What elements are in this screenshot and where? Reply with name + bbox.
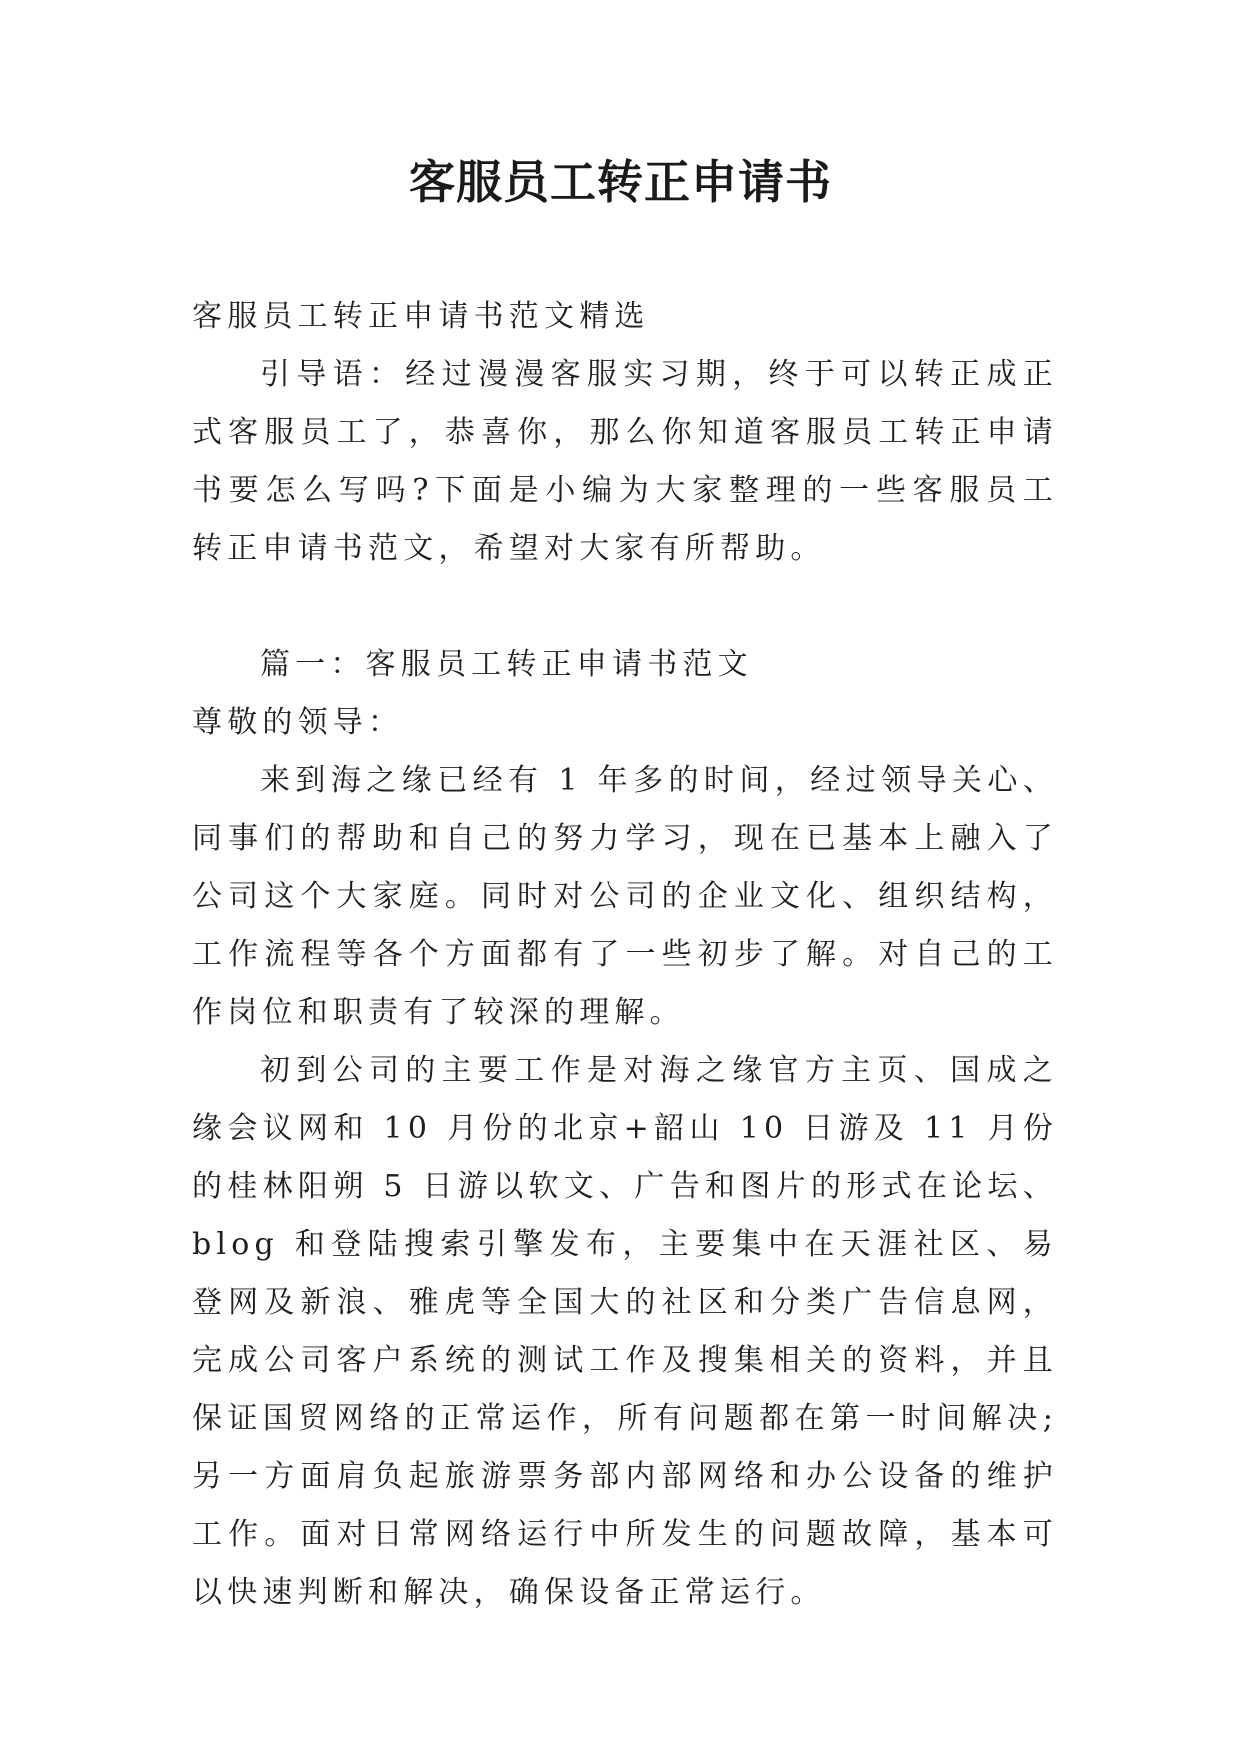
section-heading: 篇一：客服员工转正申请书范文 bbox=[260, 647, 753, 682]
body-paragraph-1: 来到海之缘已经有 1 年多的时间，经过领导关心、同事们的帮助和自己的努力学习，现在已基本上融入了公司这个大家庭。同时对公司的企业文化、组织结构，工作流程等各个方面都有了一些初步了解。对自己的工作岗位和职责有了较深的理解。 bbox=[192, 763, 1058, 1030]
document-body bbox=[192, 288, 1058, 1622]
body-paragraph-2: 初到公司的主要工作是对海之缘官方主页、国成之缘会议网和 10 月份的北京+韶山 10 日游及 11 月份的桂林阳朔 5 日游以软文、广告和图片的形式在论坛、blog 和登陆搜索引擎发布，主要集中在天涯社区、易登网及新浪、雅虎等全国大的社区和分类广告信息网，完成公司客户系统的测试工作及搜集相关的资料，并且保证国贸网络的正常运作，所有问题都在第一时间解决;另一方面肩负起旅游票务部内部网络和办公设备的维护工作。面对日常网络运行中所发生的问题故障，基本可以快速判断和解决，确保设备正常运行。 bbox=[192, 1053, 1058, 1610]
document-subtitle: 客服员工转正申请书范文精选 bbox=[192, 299, 650, 334]
paragraph-spacer bbox=[192, 578, 1058, 636]
document-title: 客服员工转正申请书 bbox=[409, 155, 832, 209]
intro-paragraph: 引导语：经过漫漫客服实习期，终于可以转正成正式客服员工了，恭喜你，那么你知道客服员工转正申请书要怎么写吗?下面是小编为大家整理的一些客服员工转正申请书范文，希望对大家有所帮助。 bbox=[192, 357, 1058, 566]
salutation: 尊敬的领导： bbox=[192, 705, 404, 740]
